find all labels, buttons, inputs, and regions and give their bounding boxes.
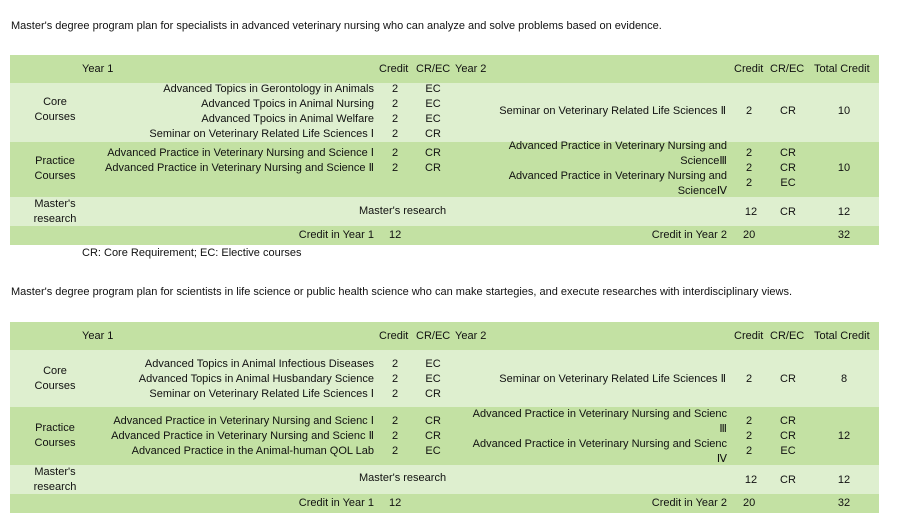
table-heading: Master's degree program plan for specialists in advanced veterinary nursing who can analyze and solve problems based on evidence.: [11, 20, 662, 32]
course-name: Advanced Tpoics in Animal Nursing: [201, 98, 374, 110]
course-name: Advanced Practice in Veterinary Nursing and: [508, 140, 727, 152]
course-name: Seminar on Veterinary Related Life Sciences Ⅱ: [499, 105, 726, 117]
research-row: [10, 197, 879, 226]
practice-courses-row: [10, 407, 879, 465]
credit-year1-label: Credit in Year 1: [298, 497, 374, 509]
credit-year2-label: Credit in Year 2: [651, 229, 727, 241]
year1-credit-list: 2 2: [391, 147, 399, 174]
year1-crec-list: CR CR EC: [425, 415, 441, 457]
year2-crec: CR: [780, 206, 796, 218]
header-year2: Year 2: [455, 330, 487, 342]
year2-course-list: [450, 407, 727, 467]
credit-year2-value: 20: [743, 229, 756, 241]
course-name: Advanced Practice in Veterinary Nursing and Science Ⅰ: [107, 147, 374, 159]
year2-crec-list: CR CR EC: [780, 147, 796, 189]
year1-course-list: [50, 414, 374, 459]
header-credit: Credit: [379, 63, 409, 75]
total-credit: 12: [837, 206, 851, 218]
row-label: Core Courses: [34, 365, 76, 392]
header-credit: Credit: [734, 330, 764, 342]
year2-credit-list: 2 2 2: [745, 415, 753, 457]
course-name: Advanced Practice in Veterinary Nursing and Scienc: [472, 408, 727, 420]
header-credit: Credit: [734, 63, 764, 75]
total-credit: 32: [837, 497, 851, 509]
course-name: Seminar on Veterinary Related Life Sciences Ⅰ: [149, 128, 374, 140]
credit-year1-label: Credit in Year 1: [298, 229, 374, 241]
course-name: Advanced Practice in Veterinary Nursing and Scienc: [472, 438, 727, 450]
table-header-row: [10, 55, 879, 83]
year2-crec: CR: [780, 105, 796, 117]
course-name: Ⅳ: [716, 453, 727, 465]
table-header-row: [10, 322, 879, 350]
year1-credit-list: 2 2 2: [391, 415, 399, 457]
course-name: Advanced Topics in Gerontology in Animals: [163, 83, 374, 95]
credit-year2-label: Credit in Year 2: [651, 497, 727, 509]
year2-crec: CR: [780, 373, 796, 385]
header-total-credit: Total Credit: [814, 63, 870, 75]
row-label: Master's research: [33, 466, 77, 493]
credit-totals-row: [10, 226, 879, 245]
year1-crec-list: EC EC EC CR: [425, 83, 441, 140]
header-total-credit: Total Credit: [814, 330, 870, 342]
course-name: Advanced Practice in Veterinary Nursing and Science Ⅱ: [105, 162, 374, 174]
year1-course-list: [50, 146, 374, 176]
footnote: CR: Core Requirement; EC: Elective courses: [82, 247, 302, 259]
course-name: Advanced Practice in Veterinary Nursing and Scienc Ⅰ: [113, 415, 374, 427]
year2-credit: 2: [745, 105, 753, 117]
year1-course-list: [84, 357, 374, 402]
credit-year1-value: 12: [389, 229, 402, 241]
year2-credit-list: 2 2 2: [745, 147, 753, 189]
year2-course-list: [456, 139, 727, 199]
header-year1: Year 1: [82, 63, 114, 75]
course-name: Ⅲ: [719, 423, 727, 435]
header-cr-ec: CR/EC: [416, 330, 451, 342]
year2-crec: CR: [780, 474, 796, 486]
research-label: Master's research: [359, 205, 447, 217]
course-name: Advanced Practice in Veterinary Nursing and Scienc Ⅱ: [111, 430, 374, 442]
header-cr-ec: CR/EC: [770, 63, 805, 75]
year2-credit: 12: [744, 474, 758, 486]
total-credit: 8: [840, 373, 848, 385]
table-heading: Master's degree program plan for scientists in life science or public health science who can make startegies, and execute researches with interdisciplinary views.: [11, 286, 793, 298]
total-credit: 10: [837, 162, 851, 174]
research-row: [10, 465, 879, 494]
course-name: ScienceⅢ: [680, 155, 727, 167]
course-name: Advanced Practice in the Animal-human QOL Lab: [131, 445, 374, 457]
row-label: Practice Courses: [34, 422, 76, 449]
credit-totals-row: [10, 494, 879, 513]
credit-year1-value: 12: [389, 497, 402, 509]
header-year2: Year 2: [455, 63, 487, 75]
row-label: Master's research: [33, 198, 77, 225]
year1-credit-list: 2 2 2 2: [391, 83, 399, 140]
total-credit: 10: [837, 105, 851, 117]
year1-credit-list: 2 2 2: [391, 358, 399, 400]
total-credit: 12: [837, 430, 851, 442]
row-label: Core Courses: [34, 96, 76, 123]
course-name: ScienceⅣ: [677, 185, 727, 197]
header-cr-ec: CR/EC: [770, 330, 805, 342]
header-credit: Credit: [379, 330, 409, 342]
year1-crec-list: EC EC CR: [425, 358, 441, 400]
total-credit: 32: [837, 229, 851, 241]
course-name: Advanced Practice in Veterinary Nursing and: [508, 170, 727, 182]
header-cr-ec: CR/EC: [416, 63, 451, 75]
year2-credit: 2: [745, 373, 753, 385]
year1-crec-list: CR CR: [425, 147, 441, 174]
research-label: Master's research: [359, 472, 447, 484]
core-courses-row: [10, 350, 879, 407]
row-label: Practice Courses: [34, 155, 76, 182]
course-name: Seminar on Veterinary Related Life Sciences Ⅰ: [149, 388, 374, 400]
course-name: Seminar on Veterinary Related Life Sciences Ⅱ: [499, 373, 726, 385]
course-name: Advanced Topics in Animal Infectious Diseases: [144, 358, 374, 370]
total-credit: 12: [837, 474, 851, 486]
year2-crec-list: CR CR EC: [780, 415, 796, 457]
credit-year2-value: 20: [743, 497, 756, 509]
course-name: Advanced Topics in Animal Husbandary Science: [138, 373, 374, 385]
year2-credit: 12: [744, 206, 758, 218]
practice-courses-row: [10, 142, 879, 197]
year1-course-list: [84, 82, 374, 142]
core-courses-row: [10, 83, 879, 142]
header-year1: Year 1: [82, 330, 114, 342]
course-name: Advanced Tpoics in Animal Welfare: [201, 113, 374, 125]
